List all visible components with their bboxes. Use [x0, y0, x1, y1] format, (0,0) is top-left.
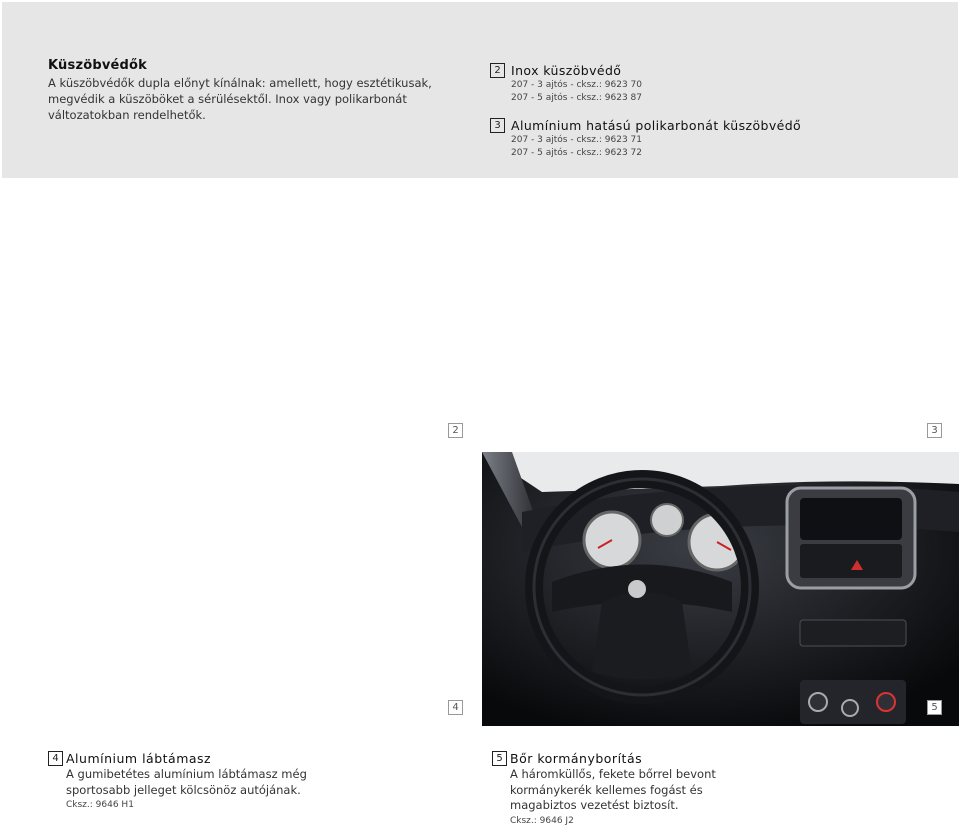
- product-title: Alumínium lábtámasz: [66, 751, 212, 766]
- product-number: 4: [48, 751, 63, 766]
- item-number: 3: [490, 118, 505, 133]
- item-ref: 207 - 5 ajtós - cksz.: 9623 87: [511, 93, 642, 103]
- product-number: 5: [492, 751, 507, 766]
- item-inox: [490, 60, 642, 105]
- item-number: 2: [490, 63, 505, 78]
- marker-5: 5: [927, 700, 942, 715]
- product-title: Bőr kormányborítás: [510, 751, 643, 766]
- product-footrest: [48, 748, 348, 812]
- marker-2: 2: [448, 423, 463, 438]
- product-body: A gumibetétes alumínium lábtámasz még sportosabb jelleget kölcsönöz autójának.: [66, 767, 307, 797]
- product-body: A háromküllős, fekete bőrrel bevont kormánykerék kellemes fogást és magabiztos vezetést biztosít.: [510, 767, 716, 812]
- item-title: Inox küszöbvédő: [511, 63, 622, 78]
- item-ref: 207 - 5 ajtós - cksz.: 9623 72: [511, 148, 642, 158]
- item-ref: 207 - 3 ajtós - cksz.: 9623 70: [511, 80, 642, 90]
- intro-title: Küszöbvédők: [48, 58, 148, 73]
- dashboard-photo: [482, 452, 959, 726]
- product-ref: Cksz.: 9646 H1: [66, 800, 134, 810]
- item-polycarbonate: [490, 115, 801, 160]
- intro-block: [48, 58, 478, 123]
- intro-body: A küszöbvédők dupla előnyt kínálnak: amellett, hogy esztétikusak, megvédik a küszöböket a sérülésektől. Inox vagy polikarbonát változatokban rendelhetők.: [48, 76, 432, 122]
- marker-4: 4: [448, 700, 463, 715]
- product-ref: Cksz.: 9646 J2: [510, 815, 574, 826]
- marker-3: 3: [927, 423, 942, 438]
- dashboard-illustration: [482, 452, 959, 726]
- item-ref: 207 - 3 ajtós - cksz.: 9623 71: [511, 135, 642, 145]
- item-title: Alumínium hatású polikarbonát küszöbvédő: [511, 118, 802, 133]
- product-steering-cover: [492, 748, 752, 828]
